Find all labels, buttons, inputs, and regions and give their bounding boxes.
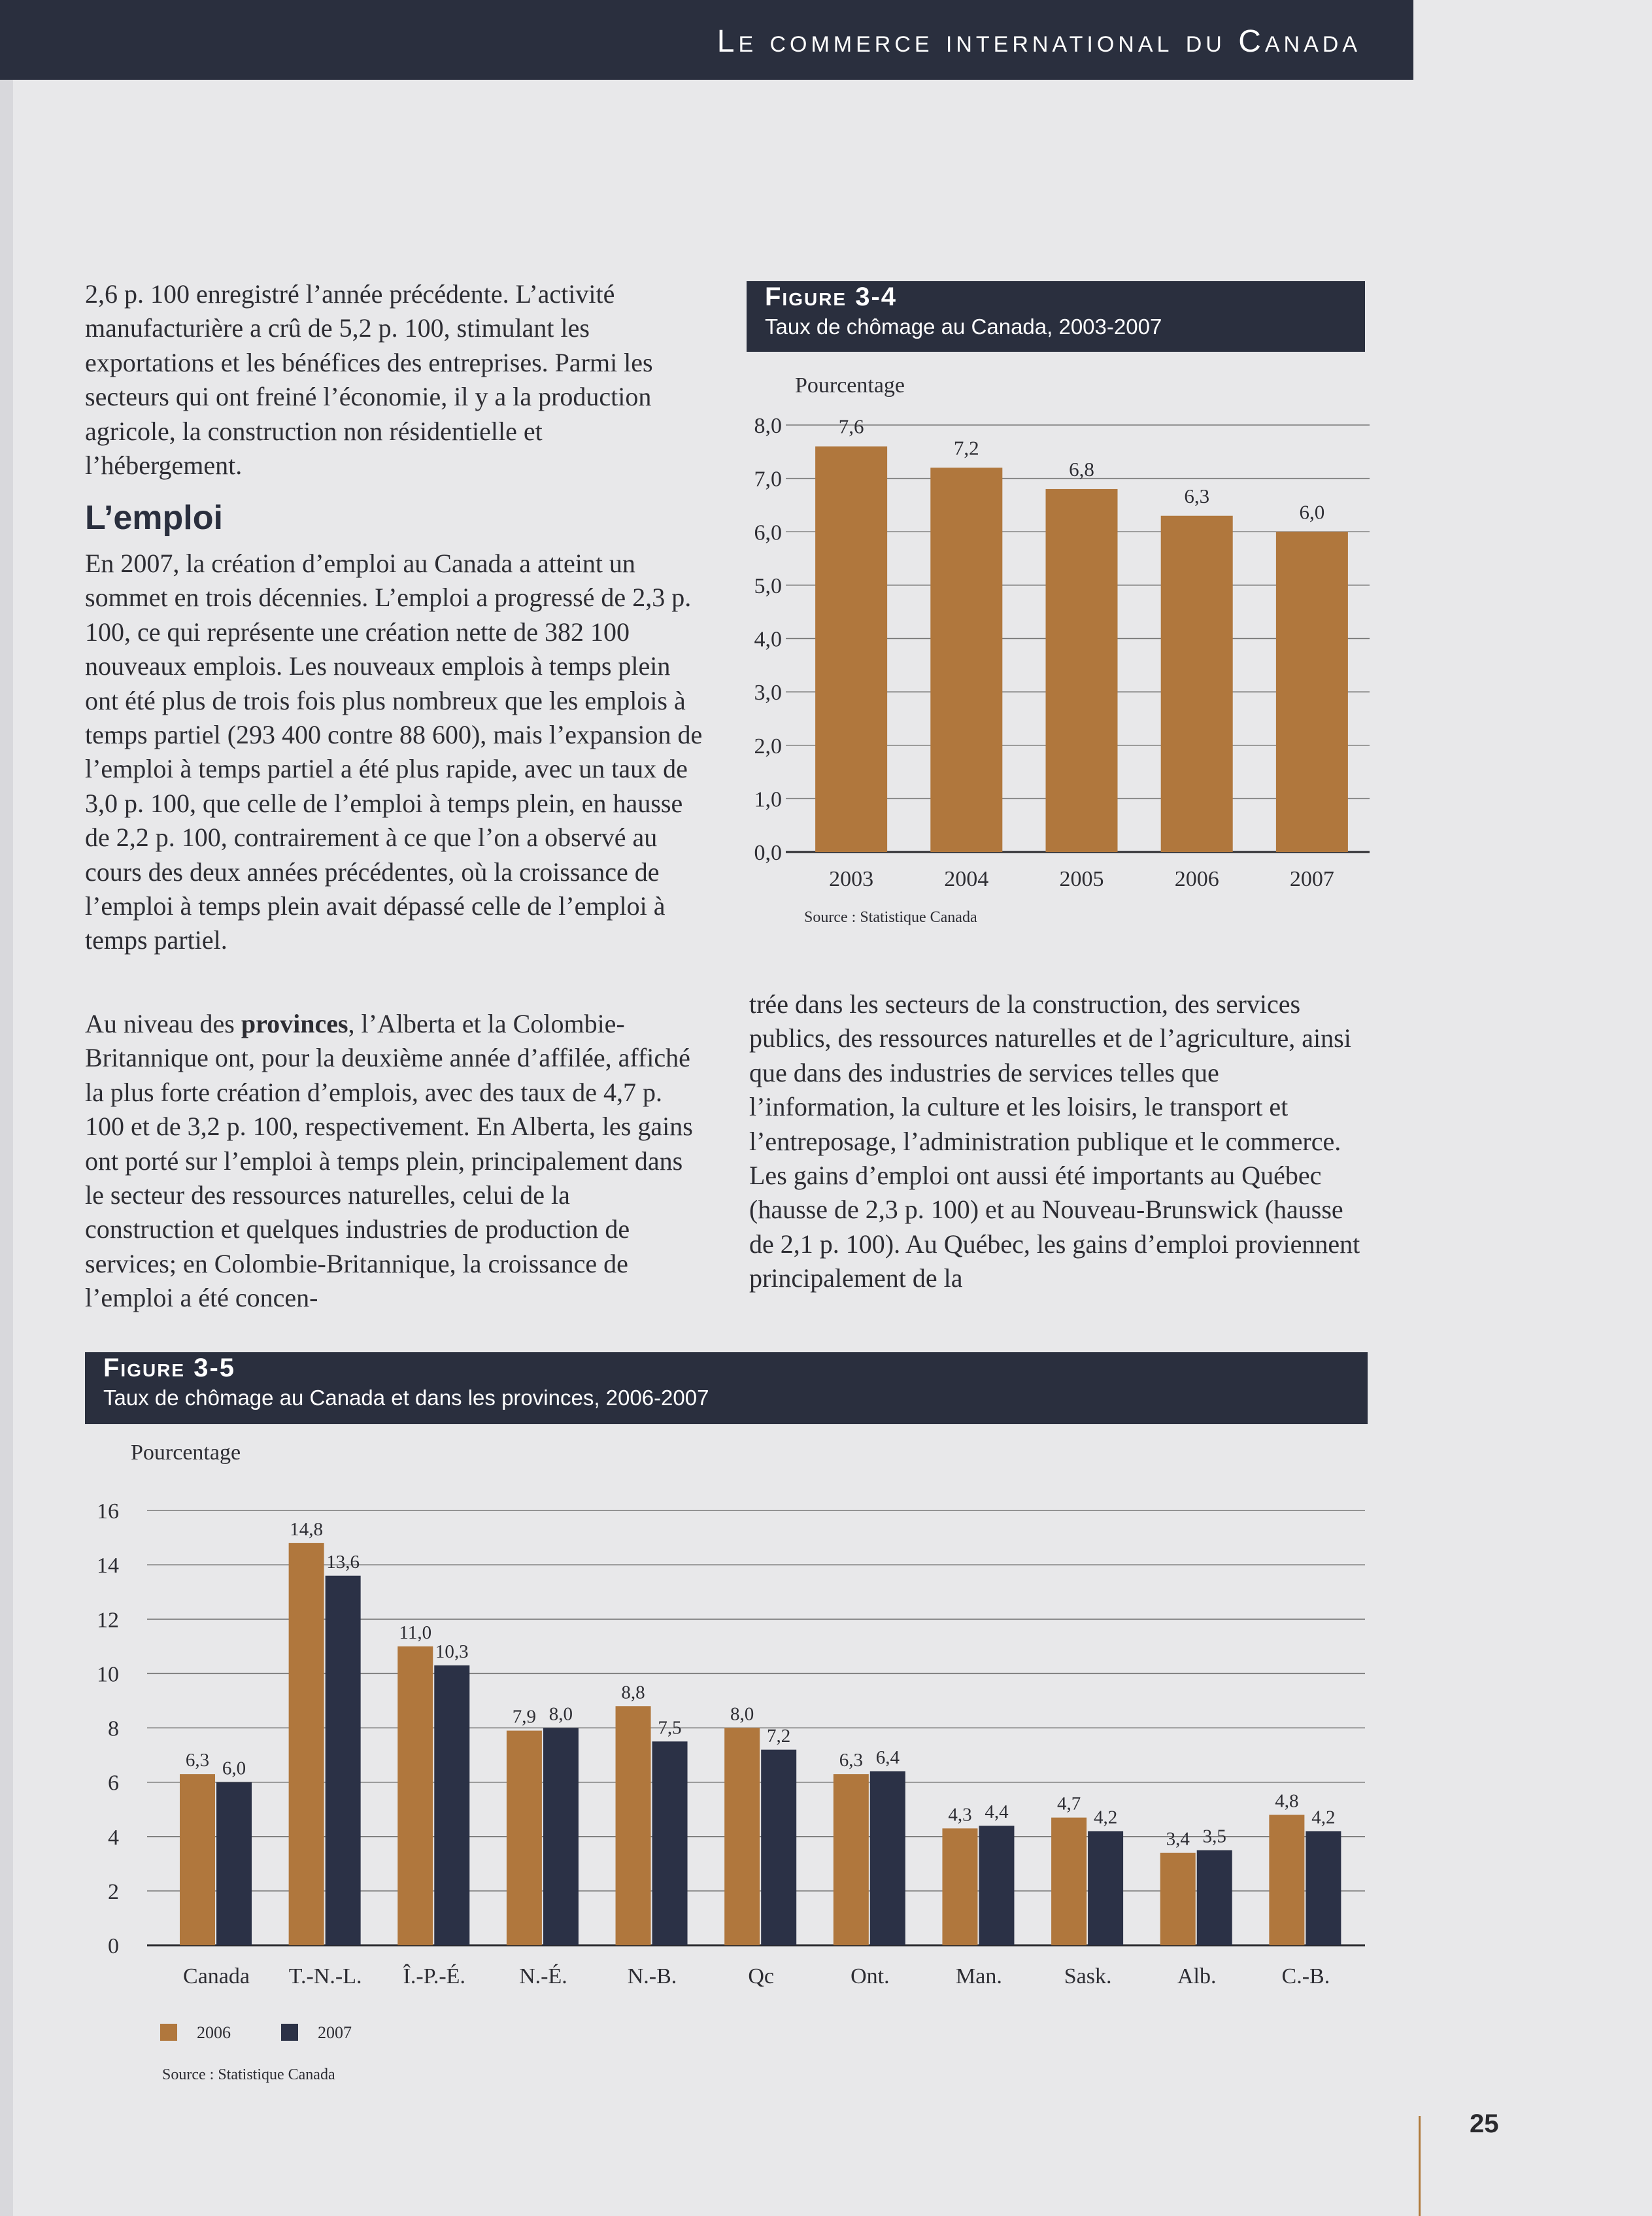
data-label: 10,3: [435, 1641, 469, 1662]
bar-2006: [289, 1543, 324, 1945]
provinces-keyword: provinces: [241, 1009, 348, 1038]
figure-3-4-header: [747, 281, 1365, 352]
data-label: 8,8: [621, 1682, 645, 1703]
paragraph-employment-text: En 2007, la création d’emploi au Canada a atteint un sommet en trois décennies. L’emploi a progressé de 2,3 p. 100, ce qui représente une création nette de 382 100 nouveaux emplois. Les nouveaux emplois à temps plein ont été plus de trois fois plus nombreux que les emplois à temps partiel (293 400 contre 88 600), mais l’expansion de l’emploi à temps partiel a été plus rapide, avec un taux de 3,0 p. 100, que celle de l’emploi à temps plein, en hausse de 2,2 p. 100, contrairement à ce que l’on a observé au cours des deux années précédentes, où la croissance de l’emploi à temps plein avait dépassé celle de l’emploi à temps partiel.: [85, 549, 703, 955]
figure-3-4-caption: Taux de chômage au Canada, 2003-2007: [765, 315, 1162, 339]
bar-2007: [1306, 1831, 1341, 1945]
bar-2007: [761, 1750, 796, 1945]
bar-2007: [326, 1576, 361, 1945]
legend-label: 2006: [197, 2023, 231, 2042]
data-label: 6,0: [222, 1758, 246, 1779]
y-tick-label: 4,0: [754, 627, 782, 652]
bar-2006: [724, 1728, 760, 1946]
bar-2007: [979, 1826, 1014, 1945]
bar-2006: [1161, 516, 1233, 852]
figure-3-5-caption: Taux de chômage au Canada et dans les provinces, 2006-2007: [103, 1386, 709, 1410]
bar-2006: [1051, 1818, 1087, 1945]
y-tick-label: 7,0: [754, 467, 782, 492]
data-label: 6,3: [185, 1750, 210, 1771]
paragraph-provinces-continued-text: trée dans les secteurs de la construction, des services publics, des ressources naturelles et de l’agriculture, ainsi que dans des industries de services telles que l’information, la culture et les loisirs, le transport et l’entreposage, l’administration publique et le commerce. Les gains d’emploi ont aussi été importants au Québec (hausse de 2,3 p. 100) et au Nouveau-Brunswick (hausse de 2,1 p. 100). Au Québec, les gains d’emploi proviennent principalement de la: [749, 989, 1360, 1293]
x-tick-label: 2004: [944, 867, 989, 891]
paragraph-activity: [85, 277, 703, 483]
legend-swatch-2006: [160, 2024, 177, 2041]
x-tick-label: N.-É.: [519, 1964, 567, 1988]
figure-3-4-chart: [739, 358, 1379, 947]
data-label: 4,8: [1275, 1790, 1299, 1812]
figure-3-4-number: Figure 3-4: [765, 282, 898, 311]
y-tick-label: 1,0: [754, 787, 782, 812]
y-tick-label: 0,0: [754, 841, 782, 865]
x-tick-label: Canada: [183, 1964, 250, 1988]
y-tick-label: 2,0: [754, 734, 782, 759]
y-tick-label: 14: [97, 1554, 119, 1578]
bar-2006: [180, 1774, 215, 1945]
x-tick-label: 2006: [1174, 867, 1219, 891]
bar-2007: [1197, 1850, 1232, 1945]
y-tick-label: 8: [108, 1716, 119, 1741]
x-tick-label: T.-N.-L.: [288, 1964, 362, 1988]
x-tick-label: Qc: [748, 1964, 775, 1988]
y-tick-label: 6: [108, 1771, 119, 1796]
y-tick-label: 16: [97, 1499, 119, 1524]
y-tick-label: 8,0: [754, 414, 782, 438]
bar-2007: [216, 1782, 252, 1945]
y-tick-label: 5,0: [754, 573, 782, 598]
x-tick-label: 2007: [1289, 867, 1334, 891]
provinces-text-end: , l’Alberta et la Colombie-Britannique ont, pour la deuxième année d’affilée, affiché la plus forte création d’emplois, avec des taux de 4,7 p. 100 et de 3,2 p. 100, respectivement. En Alberta, les gains ont porté sur l’emploi à temps plein, principalement dans le secteur des ressources naturelles, celui de la construction et quelques industries de production de services; en Colombie-Britannique, la croissance de l’emploi a été concen-: [85, 1009, 693, 1313]
data-label: 13,6: [326, 1551, 360, 1573]
data-label: 4,4: [985, 1801, 1009, 1823]
paragraph-provinces-continued: [749, 987, 1367, 1296]
y-tick-label: 2: [108, 1879, 119, 1904]
data-label: 6,8: [1069, 457, 1094, 481]
bar-2007: [652, 1741, 688, 1945]
paragraph-activity-text: 2,6 p. 100 enregistré l’année précédente. L’activité manufacturière a crû de 5,2 p. 100, stimulant les exportations et les bénéfices des entreprises. Parmi les secteurs qui ont freiné l’économie, il y a la production agricole, la construction non résidentielle et l’hébergement.: [85, 279, 653, 481]
bar-2006: [1269, 1815, 1304, 1946]
data-label: 4,7: [1056, 1793, 1081, 1815]
y-tick-label: 12: [97, 1608, 119, 1633]
bar-2006: [397, 1646, 433, 1945]
x-tick-label: 2003: [829, 867, 874, 891]
y-axis-title: Pourcentage: [794, 373, 905, 398]
bar-2007: [870, 1771, 905, 1945]
x-tick-label: Alb.: [1177, 1964, 1217, 1988]
bar-2006: [616, 1706, 651, 1945]
bar-2006: [942, 1828, 977, 1945]
data-label: 7,5: [658, 1717, 682, 1739]
bar-2007: [434, 1665, 469, 1945]
data-label: 3,4: [1166, 1828, 1190, 1850]
legend-label: 2007: [318, 2023, 352, 2042]
figure-3-5-chart: [78, 1425, 1379, 2099]
x-tick-label: Sask.: [1064, 1964, 1112, 1988]
data-label: 4,3: [948, 1804, 972, 1826]
data-label: 6,3: [1184, 484, 1210, 507]
data-label: 3,5: [1202, 1826, 1226, 1847]
y-tick-label: 6,0: [754, 520, 782, 545]
data-label: 11,0: [399, 1622, 432, 1643]
bar-2006: [1160, 1853, 1196, 1945]
x-tick-label: N.-B.: [627, 1964, 677, 1988]
bar-2007: [543, 1728, 579, 1946]
x-tick-label: Î.-P.-É.: [403, 1964, 465, 1988]
bar-2004: [930, 468, 1002, 852]
data-label: 6,3: [839, 1750, 863, 1771]
paragraph-provinces: [85, 1007, 703, 1316]
bar-2007: [1276, 532, 1348, 852]
y-axis-title: Pourcentage: [131, 1440, 241, 1465]
paragraph-provinces-text: [85, 1007, 703, 1316]
figure-3-5-source: Source : Statistique Canada: [162, 2066, 335, 2083]
data-label: 7,6: [838, 415, 864, 438]
x-tick-label: Man.: [956, 1964, 1002, 1988]
data-label: 8,0: [548, 1703, 573, 1725]
running-header-title: Le commerce international du Canada: [716, 24, 1361, 59]
data-label: 6,4: [875, 1747, 900, 1768]
figure-3-4-source: Source : Statistique Canada: [804, 909, 977, 926]
data-label: 8,0: [730, 1703, 754, 1725]
x-tick-label: 2005: [1059, 867, 1104, 891]
data-label: 4,2: [1311, 1807, 1336, 1828]
page-number-rule: [1419, 2116, 1421, 2216]
bar-2006: [507, 1731, 542, 1945]
figure-3-5-header: [85, 1352, 1368, 1424]
figure-3-5-number: Figure 3-5: [103, 1354, 236, 1382]
data-label: 14,8: [290, 1518, 324, 1540]
section-heading-emploi: L’emploi: [85, 499, 223, 537]
provinces-text-start: Au niveau des: [85, 1009, 241, 1038]
data-label: 7,2: [767, 1725, 791, 1747]
x-tick-label: C.-B.: [1281, 1964, 1330, 1988]
page-gutter-shadow: [0, 80, 13, 2216]
bar-2003: [815, 447, 887, 852]
legend-swatch-2007: [281, 2024, 298, 2041]
data-label: 4,2: [1093, 1807, 1118, 1828]
data-label: 6,0: [1299, 500, 1325, 524]
data-label: 7,2: [953, 436, 979, 460]
x-tick-label: Ont.: [851, 1964, 890, 1988]
bar-2006: [834, 1774, 869, 1945]
bar-2005: [1046, 489, 1118, 852]
page-number: 25: [1470, 2109, 1499, 2138]
y-tick-label: 10: [97, 1662, 119, 1687]
bar-2007: [1088, 1831, 1123, 1945]
y-tick-label: 0: [108, 1934, 119, 1958]
paragraph-employment: [85, 547, 703, 958]
y-tick-label: 4: [108, 1825, 119, 1850]
running-header: [0, 0, 1413, 80]
data-label: 7,9: [512, 1706, 537, 1728]
y-tick-label: 3,0: [754, 681, 782, 706]
